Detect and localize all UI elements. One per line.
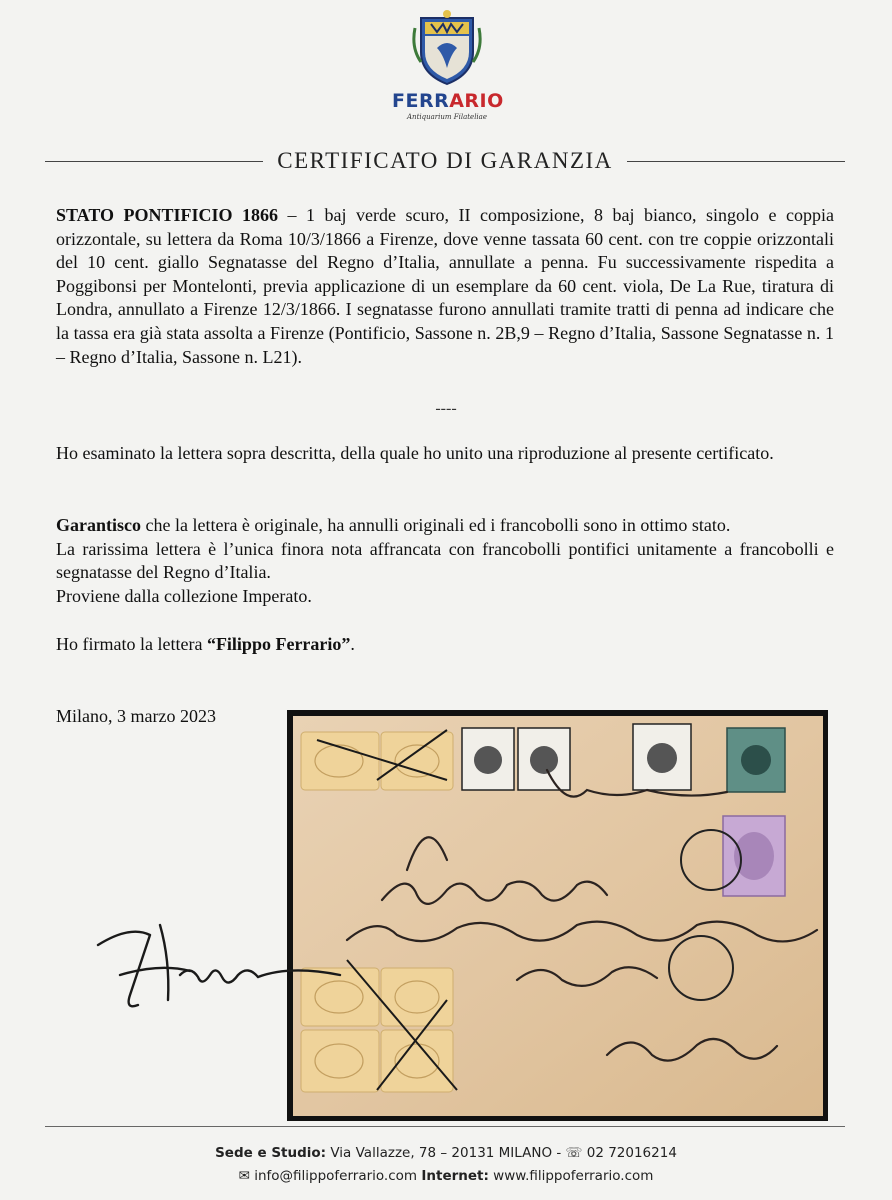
studio-address: Via Vallazze, 78 – 20131 MILANO -	[326, 1145, 566, 1161]
internet-label: Internet:	[421, 1168, 489, 1184]
phone-number: 02 72016214	[582, 1145, 677, 1161]
studio-label: Sede e Studio:	[215, 1145, 327, 1161]
website-link[interactable]: www.filippoferrario.com	[488, 1168, 654, 1184]
envelope-icon: ✉	[238, 1168, 250, 1184]
description-lead: STATO PONTIFICIO 1866	[56, 205, 279, 225]
guarantee-lead: Garantisco	[56, 515, 141, 535]
brand-name: FERRARIO	[392, 90, 504, 112]
examined-statement: Ho esaminato la lettera sopra descritta, della quale ho unito una riproduzione al presente certificato.	[56, 443, 774, 463]
guarantee-statement	[56, 514, 834, 608]
footer-contact-line	[0, 1168, 892, 1184]
footer-rule	[45, 1126, 845, 1127]
certificate-title: CERTIFICATO DI GARANZIA	[277, 148, 613, 173]
title-rule-left	[45, 161, 263, 162]
footer-address-line	[0, 1145, 892, 1161]
certificate-title-row	[45, 146, 845, 176]
brand-tagline: Antiquarium Filateliae	[407, 113, 487, 121]
guarantee-line2: La rarissima lettera è l’unica finora nota affrancata con francobolli pontifici unitamente a francobolli e segnatasse del Regno d’Italia.	[56, 538, 834, 583]
signed-statement: Ho firmato la lettera “Filippo Ferrario”.	[56, 634, 355, 654]
title-rule-right	[627, 161, 845, 162]
email-address[interactable]: info@filippoferrario.com	[249, 1168, 422, 1184]
guarantee-line3: Proviene dalla collezione Imperato.	[56, 585, 312, 606]
signer-name: “Filippo Ferrario”	[206, 634, 351, 654]
crest-icon	[411, 8, 483, 88]
description-body: – 1 baj verde scuro, II composizione, 8 baj bianco, singolo e coppia orizzontale, su lettera da Roma 10/3/1866 a Firenze, dove venne tassata 60 cent. con tre coppie orizzontali del 10 cent. giallo Segnatasse del Regno d’Italia, annullate a penna. Fu successivamente rispedita a Poggibonsi per Montelonti, previa applicazione di un esemplare da 60 cent. viola, De La Rue, tiratura di Londra, annullato a Firenze 12/3/1866. I segnatasse furono annullati tramite tratti di penna ad indicare che la tassa era già stata assolta a Firenze (Pontificio, Sassone n. 2B,9 – Regno d’Italia, Sassone Segnatasse n. 1 – Regno d’Italia, Sassone n. L21).	[56, 205, 834, 367]
phone-fax-icon: ☏	[565, 1145, 583, 1161]
separator: ----	[435, 400, 457, 417]
item-description	[56, 204, 834, 369]
logo	[392, 8, 502, 128]
cover-photo	[287, 710, 828, 1121]
handwritten-signature	[90, 905, 350, 1025]
guarantee-line1: che la lettera è originale, ha annulli originali ed i francobolli sono in ottimo stato.	[141, 515, 731, 535]
place-date: Milano, 3 marzo 2023	[56, 706, 216, 726]
